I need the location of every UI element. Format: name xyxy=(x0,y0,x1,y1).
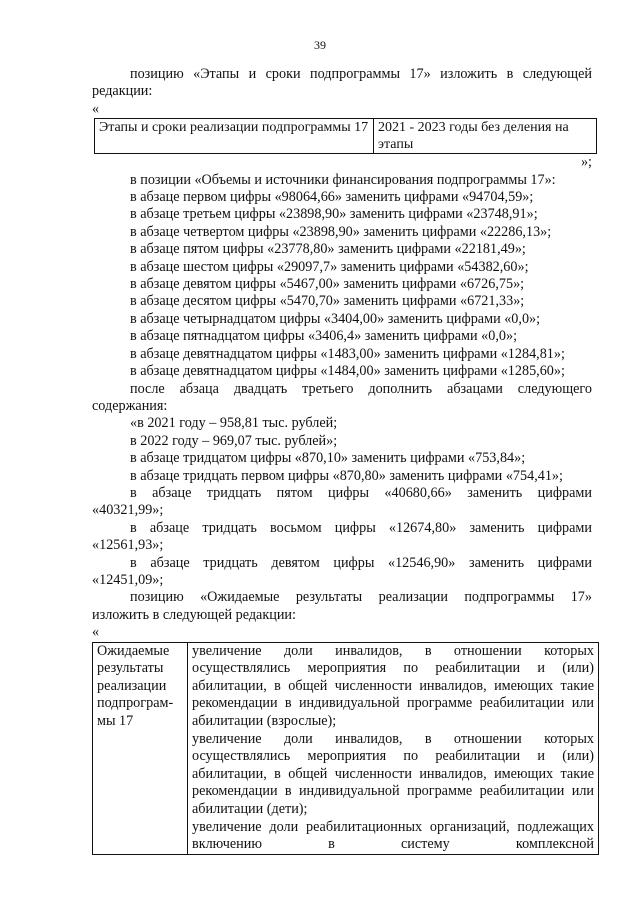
paragraph-39-line-2: «12451,09»; xyxy=(92,571,164,588)
amendment-line: в абзаце тридцатом цифры «870,10» заменить цифрами «753,84»; xyxy=(130,450,526,467)
paragraph-35-line: в абзаце тридцать пятом цифры «40680,66» заменить цифрами xyxy=(130,484,592,501)
result-item: увеличение доли инвалидов, в отношении которых осуществлялись мероприятия по реабилитации и (или) абилитации, в общей численности инвалидов, имеющих такие рекомендации в индивидуальной программе реабилитации или абилитации (дети); xyxy=(192,730,594,817)
expected-results-label: Ожидаемые результаты реализации подпрограм-мы 17 xyxy=(93,642,188,854)
amendment-line: в абзаце пятом цифры «23778,80» заменить цифрами «22181,49»; xyxy=(130,241,526,258)
amendment-line: в абзаце первом цифры «98064,66» заменить цифрами «94704,59»; xyxy=(130,189,534,206)
amendments-list xyxy=(92,172,592,381)
expected-results-table xyxy=(92,642,599,855)
expected-results-items xyxy=(188,642,599,854)
amendment-line: в позиции «Объемы и источники финансирования подпрограммы 17»: xyxy=(130,171,556,188)
stages-table-value: 2021 - 2023 годы без деления на этапы xyxy=(374,119,597,154)
page-number: 39 xyxy=(314,38,326,52)
amendment-line: «в 2021 году – 958,81 тыс. рублей; xyxy=(130,415,338,432)
paragraph-38-line-2: «12561,93»; xyxy=(92,537,164,554)
open-quote-1: « xyxy=(92,100,100,117)
intro-line-2: редакции: xyxy=(92,83,153,100)
amendment-line: в абзаце девятом цифры «5467,00» заменить цифрами «6726,75»; xyxy=(130,276,525,293)
amendment-line: в абзаце третьем цифры «23898,90» заменить цифрами «23748,91»; xyxy=(130,206,538,223)
after-paragraph-line-2: содержания: xyxy=(92,397,168,414)
stages-table-label: Этапы и сроки реализации подпрограммы 17 xyxy=(95,119,374,154)
result-item: увеличение доли реабилитационных организаций, подлежащих включению в систему комплексной xyxy=(192,818,594,853)
paragraph-38-line: в абзаце тридцать восьмом цифры «12674,80» заменить цифрами xyxy=(130,519,592,536)
amendment-line: в 2022 году – 969,07 тыс. рублей»; xyxy=(130,432,338,449)
expected-results-line-2: изложить в следующей редакции: xyxy=(92,606,296,623)
expected-results-line: позицию «Ожидаемые результаты реализации подпрограммы 17» xyxy=(130,589,592,606)
amendment-line: в абзаце шестом цифры «29097,7» заменить цифрами «54382,60»; xyxy=(130,258,529,275)
amendment-line: в абзаце тридцать первом цифры «870,80» заменить цифрами «754,41»; xyxy=(130,467,563,484)
amendment-line: в абзаце пятнадцатом цифры «3406,4» заменить цифрами «0,0»; xyxy=(130,328,518,345)
paragraph-35-line-2: «40321,99»; xyxy=(92,502,164,519)
amendment-line: в абзаце девятнадцатом цифры «1484,00» заменить цифрами «1285,60»; xyxy=(130,363,565,380)
document-body xyxy=(92,66,592,855)
amendment-line: в абзаце девятнадцатом цифры «1483,00» заменить цифрами «1284,81»; xyxy=(130,345,565,362)
amendment-line: в абзаце четырнадцатом цифры «3404,00» заменить цифрами «0,0»; xyxy=(130,310,541,327)
amendment-line: в абзаце десятом цифры «5470,70» заменить цифрами «6721,33»; xyxy=(130,293,525,310)
paragraph-39-line: в абзаце тридцать девятом цифры «12546,90» заменить цифрами xyxy=(130,554,592,571)
amendment-line: в абзаце четвертом цифры «23898,90» заменить цифрами «22286,13»; xyxy=(130,223,552,240)
after-paragraph-line: после абзаца двадцать третьего дополнить абзацами следующего xyxy=(130,380,592,397)
intro-line: позицию «Этапы и сроки подпрограммы 17» изложить в следующей xyxy=(130,66,592,82)
open-quote-2: « xyxy=(92,624,100,641)
stages-table xyxy=(94,118,597,154)
close-quote-1: »; xyxy=(580,154,592,171)
result-item: увеличение доли инвалидов, в отношении которых осуществлялись мероприятия по реабилитации и (или) абилитации, в общей численности инвалидов, имеющих такие рекомендации в индивидуальной программе реабилитации или абилитации (взрослые); xyxy=(192,642,594,729)
